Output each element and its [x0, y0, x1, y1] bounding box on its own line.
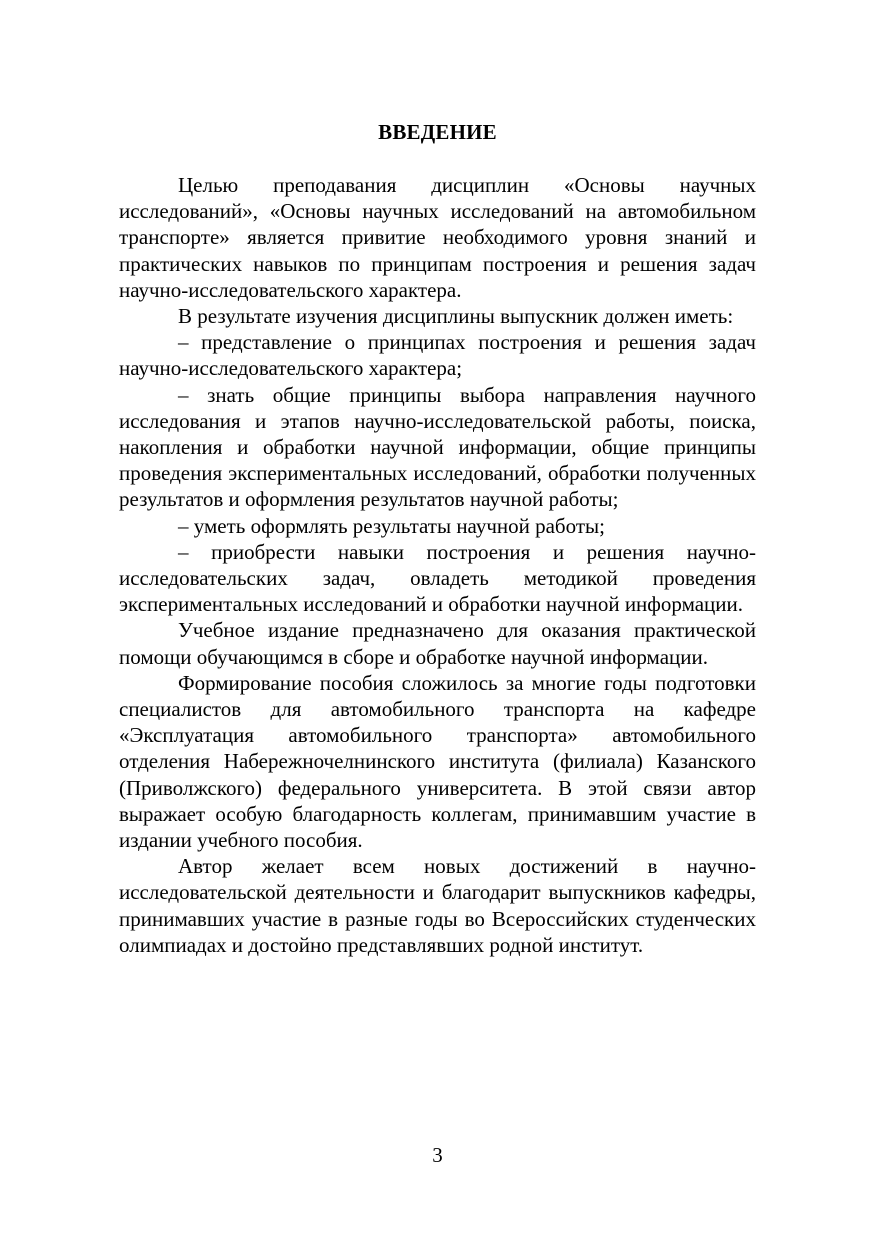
paragraph-formation: Формирование пособия сложилось за многие годы подготовки специалистов для автомобильного транспорта на кафедре «Эксплуатация автомобильного транспорта» автомобильного отделения Набережночелнинского института (филиала) Казанского (Приволжского) федерального университета. В этой связи автор выражает особую благодарность коллегам, принимавшим участие в издании учебного пособия.	[119, 670, 756, 853]
page-number: 3	[432, 1143, 443, 1167]
body-text	[119, 172, 756, 958]
list-item-acquire: – приобрести навыки построения и решения научно-исследовательских задач, овладеть методикой проведения экспериментальных исследований и обработки научной информации.	[119, 539, 756, 617]
list-item-know: – знать общие принципы выбора направления научного исследования и этапов научно-исследовательской работы, поиска, накопления и обработки научной информации, общие принципы проведения экспериментальных исследований, обработки полученных результатов и оформления результатов научной работы;	[119, 382, 756, 512]
list-item-skill: – уметь оформлять результаты научной работы;	[178, 513, 605, 538]
page-title: ВВЕДЕНИЕ	[378, 120, 497, 144]
paragraph-goal: Целью преподавания дисциплин «Основы научных исследований», «Основы научных исследований на автомобильном транспорте» является привитие необходимого уровня знаний и практических навыков по принципам построения и решения задач научно-исследовательского характера.	[119, 173, 756, 302]
list-item-representation: – представление о принципах построения и решения задач научно-исследовательского характера;	[119, 330, 756, 381]
paragraph-wishes: Автор желает всем новых достижений в научно-исследовательской деятельности и благодарит выпускников кафедры, принимавших участие в разные годы во Всероссийских студенческих олимпиадах и достойно представлявших родной институт.	[119, 854, 756, 957]
paragraph-result-intro: В результате изучения дисциплины выпускник должен иметь:	[178, 304, 734, 329]
paragraph-purpose: Учебное издание предназначено для оказания практической помощи обучающимся в сборе и обработке научной информации.	[119, 618, 756, 669]
